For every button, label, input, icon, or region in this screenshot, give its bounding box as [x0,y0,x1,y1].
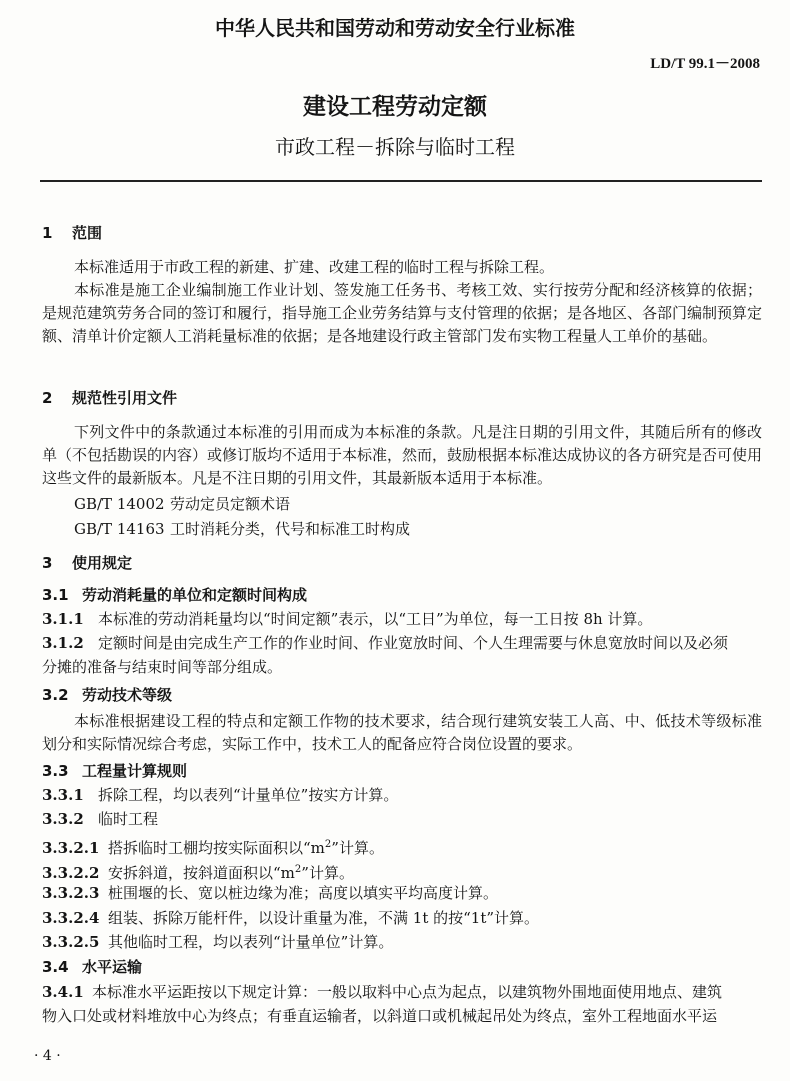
section-2-paragraph: 下列文件中的条款通过本标准的引用而成为本标准的条款。凡是注日期的引用文件，其随后所有的修改单（不包括勘误的内容）或修订版均不适用于本标准，然而，鼓励根据本标准达成协议的各方研究是否可使用这些文件的最新版本。凡是不注日期的引用文件，其最新版本适用于本标准。 [42,423,763,487]
clause-3-4-1: 3.4.1 本标准水平运距按以下规定计算：一般以取料中心点为起点，以建筑物外围地面使用地点、建筑 [42,983,723,1001]
section-2-heading: 2 规范性引用文件 [42,389,178,407]
clause-3-3-2-4: 3.3.2.4 组装、拆除万能杆件，以设计重量为准，不满 1t 的按“1t”计算。 [42,909,540,927]
section-1-paragraph-1: 本标准适用于市政工程的新建、扩建、改建工程的临时工程与拆除工程。 [74,258,555,276]
clause-3-3-2-5: 3.3.2.5 其他临时工程，均以表列“计量单位”计算。 [42,933,394,951]
doc-subtitle: 市政工程－拆除与临时工程 [275,135,515,159]
clause-3-2-heading: 3.2 劳动技术等级 [42,686,173,704]
clause-3-3-2-3: 3.3.2.3 桩围堰的长、宽以桩边缘为准；高度以填实平均高度计算。 [42,884,499,902]
clause-3-4-heading: 3.4 水平运输 [42,958,143,976]
clause-3-3-2-1: 3.3.2.1 搭拆临时工棚均按实际面积以“$m^2$”计算。 [42,839,384,857]
section-1-heading: 1 范围 [42,224,103,242]
clause-3-3-2-2: 3.3.2.2 安拆斜道，按斜道面积以“$m^2$”计算。 [42,864,354,882]
clause-3-1-2: 3.1.2 定额时间是由完成生产工作的作业时间、作业宽放时间、个人生理需要与休息宽放时间以及必须 [42,634,729,652]
section-1-paragraph-2: 本标准是施工企业编制施工作业计划、签发施工任务书、考核工效、实行按劳分配和经济核算的依据；是规范建筑劳务合同的签订和履行，指导施工企业劳务结算与支付管理的依据；是各地区、各部门编制预算定额、清单计价定额人工消耗量标准的依据；是各地建设行政主管部门发布实物工程量人工单价的基础。 [42,281,763,345]
standard-code: LD/T 99.1－2008 [650,56,760,72]
page-number: · 4 · [34,1048,61,1064]
doc-title: 建设工程劳动定额 [303,94,487,120]
clause-3-3-2: 3.3.2 临时工程 [42,810,159,828]
org-title: 中华人民共和国劳动和劳动安全行业标准 [215,16,575,40]
section-3-heading: 3 使用规定 [42,554,133,572]
clause-3-1-2-cont: 分摊的准备与结束时间等部分组成。 [42,658,283,676]
clause-3-1-heading: 3.1 劳动消耗量的单位和定额时间构成 [42,586,308,604]
clause-3-2-paragraph: 本标准根据建设工程的特点和定额工作物的技术要求，结合现行建筑安装工人高、中、低技术等级标准划分和实际情况综合考虑，实际工作中，技术工人的配备应符合岗位设置的要求。 [42,712,762,753]
clause-3-3-heading: 3.3 工程量计算规则 [42,762,188,780]
clause-3-4-1-cont: 物入口处或材料堆放中心为终点；有垂直运输者，以斜道口或机械起吊处为终点，室外工程地面水平运 [42,1007,718,1025]
reference-item: GB/T 14002 劳动定员定额术语 [74,495,291,513]
reference-item: GB/T 14163 工时消耗分类，代号和标准工时构成 [74,520,411,538]
title-divider [40,180,762,182]
clause-3-3-1: 3.3.1 拆除工程，均以表列“计量单位”按实方计算。 [42,786,399,804]
clause-3-1-1: 3.1.1 本标准的劳动消耗量均以“时间定额”表示，以“工日”为单位，每一工日按 8h 计算。 [42,610,653,628]
